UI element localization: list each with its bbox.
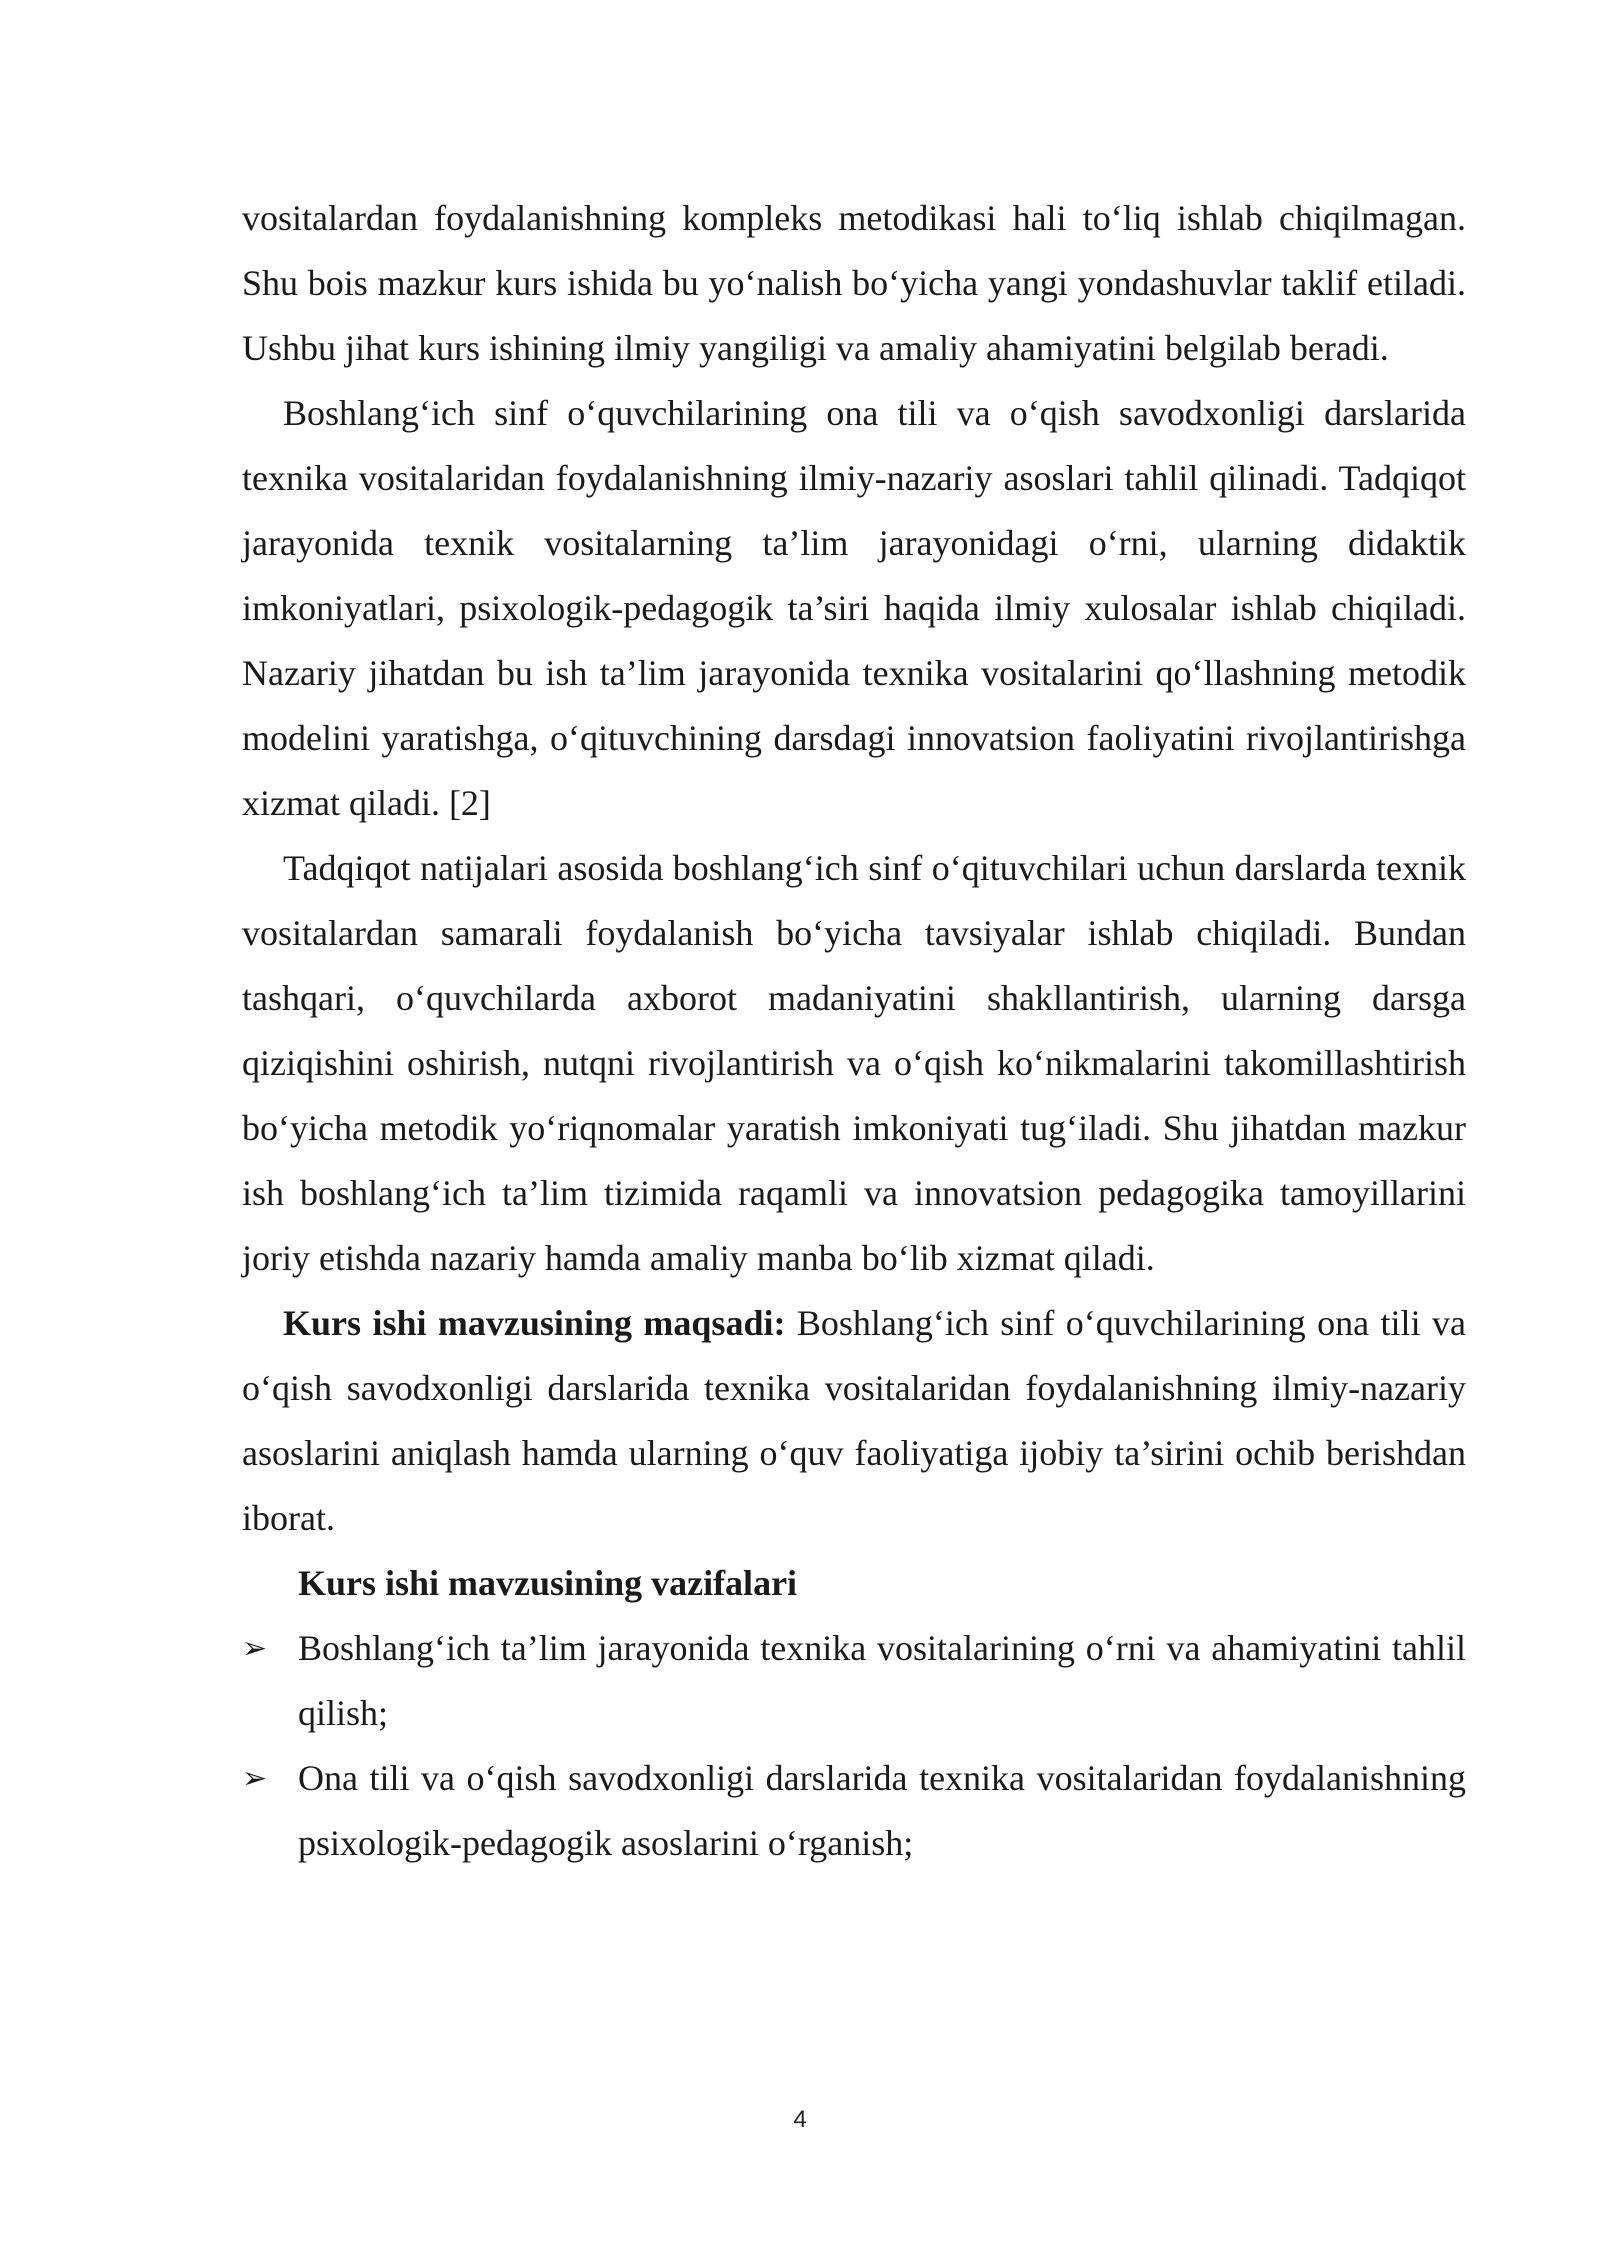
paragraph-results: Tadqiqot natijalari asosida boshlang‘ich sinf o‘qituvchilari uchun darslarda texnik vositalardan samarali foydalanish bo‘yicha tavsiyalar ishlab chiqiladi. Bundan tashqari, o‘quvchilarda axborot madaniyatini shakllantirish, ularning darsga qiziqishini oshirish, nutqni rivojlantirish va o‘qish ko‘nikmalarini takomillashtirish bo‘yicha metodik yo‘riqnomalar yaratish imkoniyati tug‘iladi. Shu jihatdan mazkur ish boshlang‘ich ta’lim tizimida raqamli va innovatsion pedagogika tamoyillarini joriy etishda nazariy hamda amaliy manba bo‘lib xizmat qiladi. [242,848,1466,1278]
paragraph-intro: vositalardan foydalanishning kompleks metodikasi hali to‘liq ishlab chiqilmagan. Shu bois mazkur kurs ishida bu yo‘nalish bo‘yicha yangi yondashuvlar taklif etiladi. Ushbu jihat kurs ishining ilmiy yangiligi va amaliy ahamiyatini belgilab beradi. [242,198,1466,368]
arrow-bullet-icon: ➢ [242,1761,268,1796]
task-text: Boshlang‘ich ta’lim jarayonida texnika vositalarining o‘rni va ahamiyatini tahlil qilish; [298,1628,1466,1733]
arrow-bullet-icon: ➢ [242,1631,268,1666]
task-text: Ona tili va o‘qish savodxonligi darslarida texnika vositalaridan foydalanishning psixologik-pedagogik asoslarini o‘rganish; [298,1758,1466,1863]
paragraph-theory: Boshlang‘ich sinf o‘quvchilarining ona tili va o‘qish savodxonligi darslarida texnika vositalaridan foydalanishning ilmiy-nazariy asoslari tahlil qilinadi. Tadqiqot jarayonida texnik vositalarning ta’lim jarayonidagi o‘rni, ularning didaktik imkoniyatlari, psixologik-pedagogik ta’siri haqida ilmiy xulosalar ishlab chiqiladi. Nazariy jihatdan bu ish ta’lim jarayonida texnika vositalarini qo‘llashning metodik modelini yaratishga, o‘qituvchining darsdagi innovatsion faoliyatini rivojlantirishga xizmat qiladi. [2] [242,393,1466,823]
list-item [242,1746,1466,1876]
page-number: 4 [793,2106,807,2133]
goal-label: Kurs ishi mavzusining maqsadi: [283,1303,786,1343]
tasks-heading: Kurs ishi mavzusining vazifalari [298,1563,798,1603]
list-item [242,1616,1466,1746]
tasks-list [242,1616,1466,1876]
paragraph-goal [242,1291,1466,1551]
document-page [242,186,1466,1876]
goal-text: Boshlang‘ich sinf o‘quvchilarining ona tili va o‘qish savodxonligi darslarida texnika vositalaridan foydalanishning ilmiy-nazariy asoslarini aniqlash hamda ularning o‘quv faoliyatiga ijobiy ta’sirini ochib berishdan iborat. [242,1303,1466,1538]
